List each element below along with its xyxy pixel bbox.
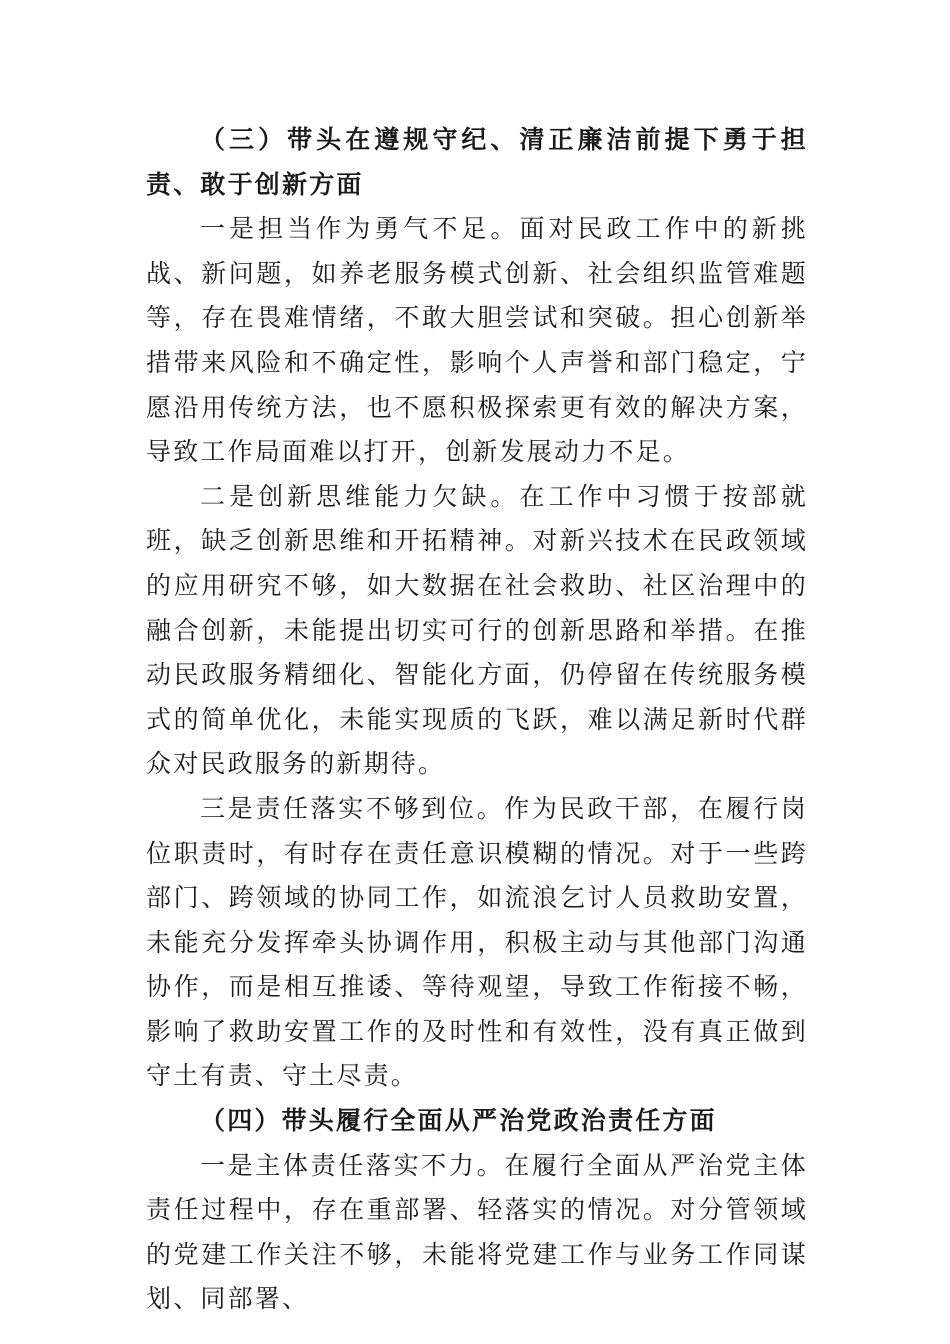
section-heading-3: （三）带头在遵规守纪、清正廉洁前提下勇于担责、敢于创新方面 xyxy=(146,125,808,199)
paragraph-innovation: 二是创新思维能力欠缺。在工作中习惯于按部就班，缺乏创新思维和开拓精神。对新兴技术在民政领域的应用研究不够，如大数据在社会救助、社区治理中的融合创新，未能提出切实可行的创新思路和举措。在推动民政服务精细化、智能化方面，仍停留在传统服务模式的简单优化，未能实现质的飞跃，难以满足新时代群众对民政服务的新期待。 xyxy=(146,481,808,779)
paragraph-main-responsibility: 一是主体责任落实不力。在履行全面从严治党主体责任过程中，存在重部署、轻落实的情况。对分管领域的党建工作关注不够，未能将党建工作与业务工作同谋划、同部署、 xyxy=(146,1150,808,1314)
document-page xyxy=(146,118,808,1322)
paragraph-courage: 一是担当作为勇气不足。面对民政工作中的新挑战、新问题，如养老服务模式创新、社会组织监管难题等，存在畏难情绪，不敢大胆尝试和突破。担心创新举措带来风险和不确定性，影响个人声誉和部门稳定，宁愿沿用传统方法，也不愿积极探索更有效的解决方案，导致工作局面难以打开，创新发展动力不足。 xyxy=(146,214,808,467)
paragraph-responsibility: 三是责任落实不够到位。作为民政干部，在履行岗位职责时，有时存在责任意识模糊的情况。对于一些跨部门、跨领域的协同工作，如流浪乞讨人员救助安置，未能充分发挥牵头协调作用，积极主动与其他部门沟通协作，而是相互推诿、等待观望，导致工作衔接不畅，影响了救助安置工作的及时性和有效性，没有真正做到守土有责、守土尽责。 xyxy=(146,793,808,1091)
section-heading-4: （四）带头履行全面从严治党政治责任方面 xyxy=(200,1106,717,1136)
